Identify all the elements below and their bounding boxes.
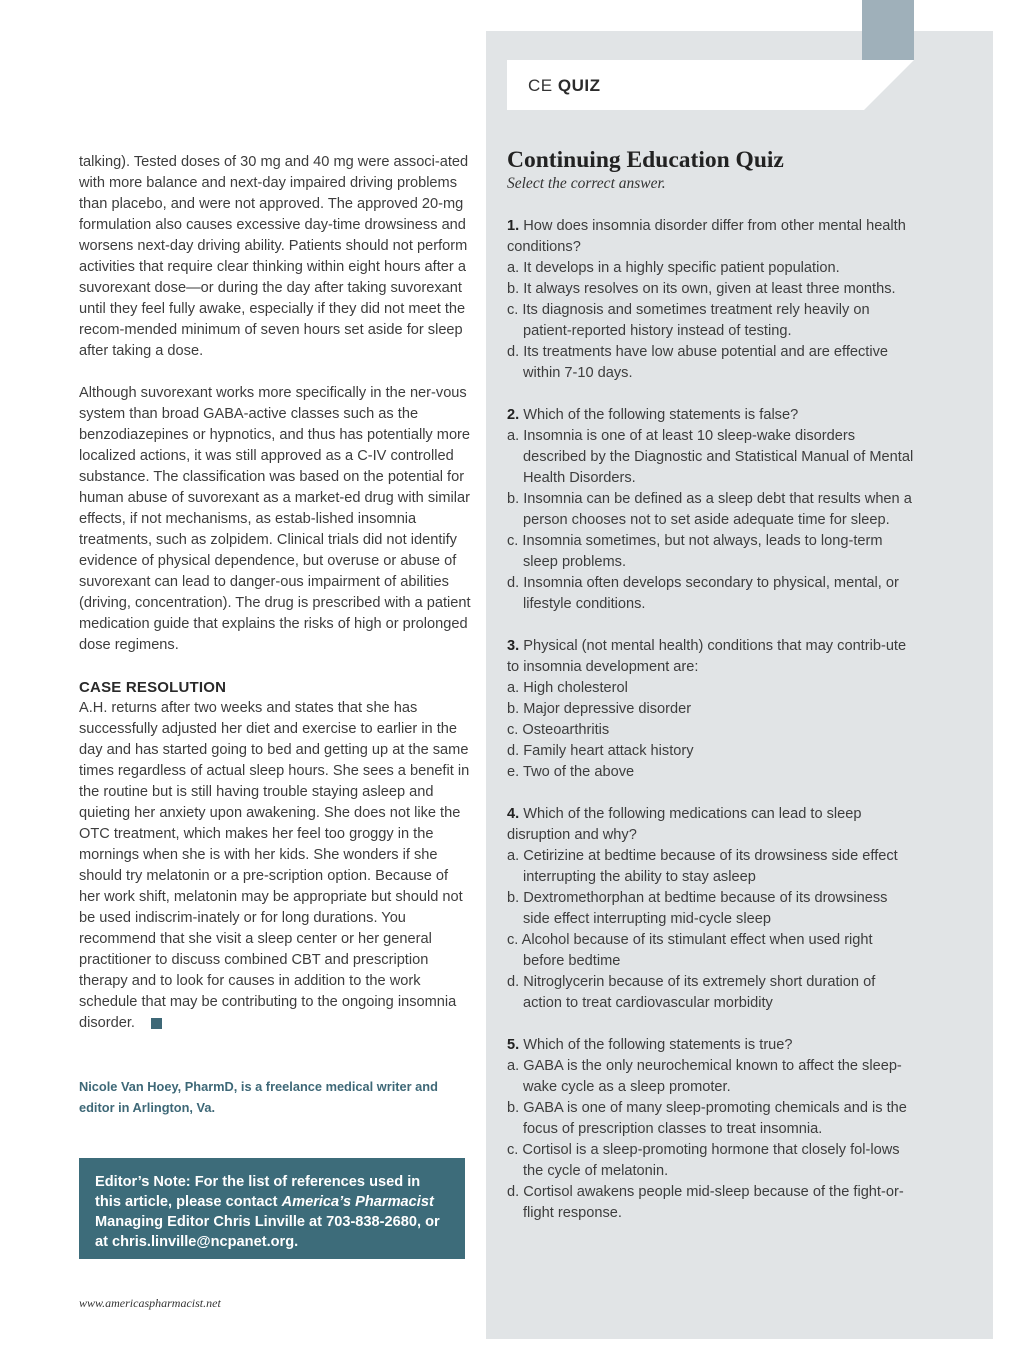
answer-option: d. Its treatments have low abuse potential and are effective within 7-10 days. xyxy=(507,344,889,381)
question-number: 4. xyxy=(507,806,520,822)
answer-option: d. Cortisol awakens people mid-sleep because of the fight-or-flight response. xyxy=(507,1184,904,1221)
quiz-question-5 xyxy=(507,1035,917,1224)
question-number: 2. xyxy=(507,407,520,423)
answer-option: b. It always resolves on its own, given at least three months. xyxy=(507,281,896,297)
question-text xyxy=(507,405,917,426)
section-label-bold: QUIZ xyxy=(557,76,601,95)
editor-note-part2: Managing Editor Chris Linville at 703-838-2680, or at chris.linville@ncpanet.org. xyxy=(95,1214,440,1250)
question-text xyxy=(507,1035,917,1056)
page-corner-tab xyxy=(862,0,914,60)
answer-option: a. It develops in a highly specific patient population. xyxy=(507,260,840,276)
question-number: 1. xyxy=(507,218,520,234)
footer-url: www.americaspharmacist.net xyxy=(79,1296,221,1310)
quiz-subtitle: Select the correct answer. xyxy=(507,175,666,192)
section-heading: CASE RESOLUTION xyxy=(79,679,227,696)
question-stem: Physical (not mental health) conditions that may contrib-ute to insomnia development are: xyxy=(507,638,907,675)
editor-note-text xyxy=(95,1172,449,1252)
answer-option: b. Dextromethorphan at bedtime because of its drowsiness side effect interrupting mid-cycle sleep xyxy=(507,890,888,927)
answer-option: c. Cortisol is a sleep-promoting hormone that closely fol-lows the cycle of melatonin. xyxy=(507,1142,900,1179)
question-number: 5. xyxy=(507,1037,520,1053)
question-stem: Which of the following statements is false? xyxy=(523,407,799,423)
magazine-name: America’s Pharmacist xyxy=(281,1194,434,1210)
author-bio: Nicole Van Hoey, PharmD, is a freelance medical writer and editor in Arlington, Va. xyxy=(79,1079,438,1115)
question-stem: Which of the following medications can lead to sleep disruption and why? xyxy=(507,806,862,843)
question-stem: How does insomnia disorder differ from other mental health conditions? xyxy=(507,218,906,255)
quiz-title: Continuing Education Quiz xyxy=(507,147,784,173)
section-header xyxy=(507,60,914,110)
section-label-prefix: CE xyxy=(528,76,553,95)
quiz-column xyxy=(507,146,917,1245)
editor-note-part1: Editor’s Note: For the list of references used in this article, please contact xyxy=(95,1174,421,1210)
case-resolution-text: A.H. returns after two weeks and states that she has successfully adjusted her diet and exercise to earlier in the day and has started going to bed and getting up at the same times regardless of actual sleep hours. She sees a benefit in the routine but is still having trouble staying asleep and quieting her anxiety upon awakening. She does not like the OTC treatment, which makes her feel too groggy in the mornings when she is with her kids. She wonders if she should try melatonin or a pre-scription option. Because of her work shift, melatonin may be appropriate but should not be used indiscrim-inately or for long durations. You recommend that she visit a sleep center or her general practitioner to discuss combined CBT and prescription therapy and to look for causes in addition to the work schedule that may be contributing to the ongoing insomnia disorder. xyxy=(79,700,470,1031)
article-paragraph: talking). Tested doses of 30 mg and 40 mg were associ-ated with more balance and next-day impaired driving problems than placebo, and were not approved. The approved 20-mg formulation also causes excessive day-time drowsiness and worsens next-day driving ability. Patients should not perform activities that require clear thinking within eight hours after a suvorexant dose—or during the day after taking suvorexant until they feel fully awake, especially if they did not meet the recom-mended minimum of seven hours set aside for sleep after taking a dose. xyxy=(79,154,469,359)
answer-option: a. Insomnia is one of at least 10 sleep-wake disorders described by the Diagnostic and Statistical Manual of Mental Health Disorders. xyxy=(507,428,914,486)
quiz-question-4 xyxy=(507,804,917,1014)
answer-option: c. Its diagnosis and sometimes treatment rely heavily on patient-reported history instead of testing. xyxy=(507,302,870,339)
question-number: 3. xyxy=(507,638,520,654)
editor-note-box xyxy=(79,1158,465,1259)
article-paragraph: Although suvorexant works more specifically in the ner-vous system than broad GABA-active classes such as the benzodiazepines or hypnotics, and thus has potentially more localized actions, it was still approved as a C-IV controlled substance. The classification was based on the potential for human abuse of suvorexant as a market-ed drug with similar effects, if not mechanisms, as estab-lished insomnia treatments, such as zolpidem. Clinical trials did not identify evidence of physical dependence, but overuse or abuse of suvorexant can lead to danger-ous impairment of abilities (driving, concentration). The drug is prescribed with a patient medication guide that explains the risks of high or prolonged dose regimens. xyxy=(79,385,471,653)
end-of-article-mark xyxy=(151,1018,162,1029)
answer-option: d. Family heart attack history xyxy=(507,743,694,759)
answer-option: d. Insomnia often develops secondary to physical, mental, or lifestyle conditions. xyxy=(507,575,899,612)
answer-option: b. Insomnia can be defined as a sleep debt that results when a person chooses not to set aside adequate time for sleep. xyxy=(507,491,912,528)
answer-option: a. High cholesterol xyxy=(507,680,628,696)
quiz-question-3 xyxy=(507,636,917,783)
question-text xyxy=(507,804,917,846)
answer-option: a. Cetirizine at bedtime because of its drowsiness side effect interrupting the ability to stay asleep xyxy=(507,848,898,885)
section-label xyxy=(528,76,600,96)
answer-option: b. Major depressive disorder xyxy=(507,701,692,717)
answer-option: c. Insomnia sometimes, but not always, leads to long-term sleep problems. xyxy=(507,533,883,570)
answer-option: e. Two of the above xyxy=(507,764,635,780)
question-text xyxy=(507,216,917,258)
case-resolution-paragraph xyxy=(79,698,471,1034)
article-column xyxy=(79,152,471,1055)
quiz-question-2 xyxy=(507,405,917,615)
quiz-question-1 xyxy=(507,216,917,384)
answer-option: a. GABA is the only neurochemical known to affect the sleep-wake cycle as a sleep promoter. xyxy=(507,1058,902,1095)
answer-option: c. Alcohol because of its stimulant effect when used right before bedtime xyxy=(507,932,873,969)
question-stem: Which of the following statements is true? xyxy=(523,1037,793,1053)
answer-option: d. Nitroglycerin because of its extremely short duration of action to treat cardiovascular morbidity xyxy=(507,974,876,1011)
answer-option: b. GABA is one of many sleep-promoting chemicals and is the focus of prescription classes to treat insomnia. xyxy=(507,1100,907,1137)
question-text xyxy=(507,636,917,678)
answer-option: c. Osteoarthritis xyxy=(507,722,610,738)
